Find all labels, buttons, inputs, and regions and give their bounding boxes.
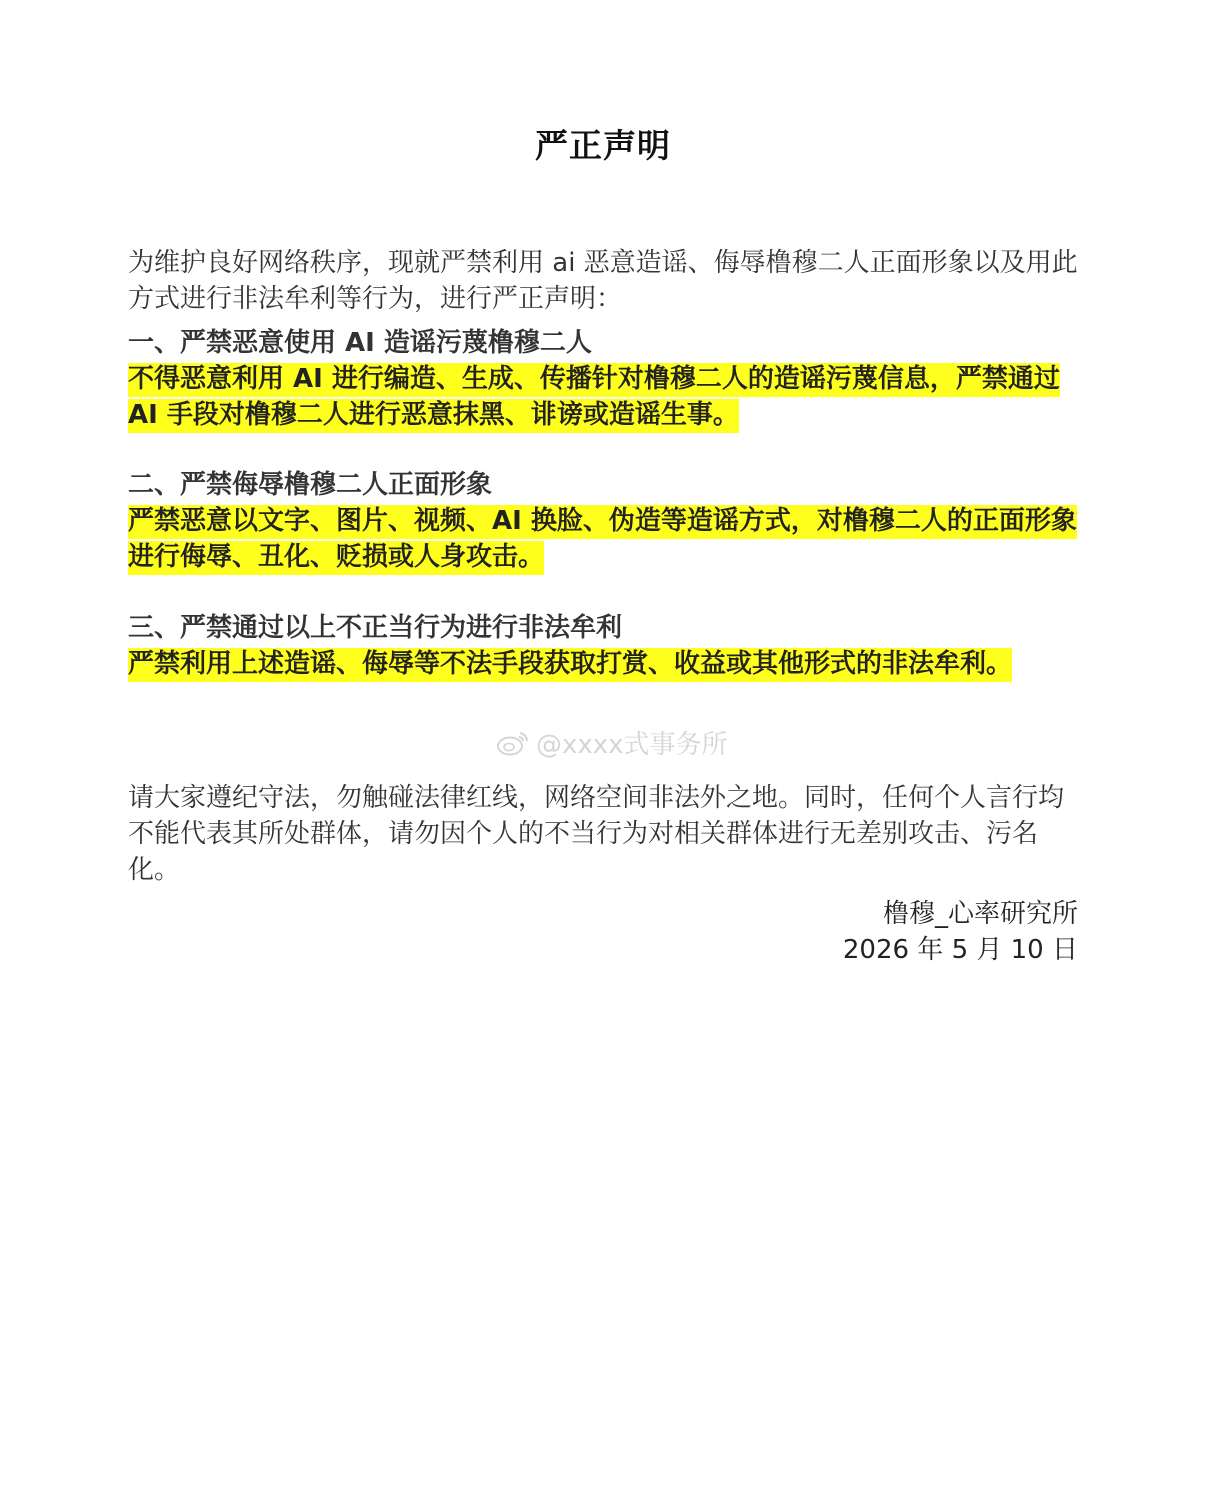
highlighted-text: 不得恶意利用 AI 进行编造、生成、传播针对橹穆二人的造谣污蔑信息，严禁通过 AI 手段对橹穆二人进行恶意抹黑、诽谤或造谣生事。 [128,363,1060,433]
highlighted-text: 严禁恶意以文字、图片、视频、AI 换脸、伪造等造谣方式，对橹穆二人的正面形象进行侮辱、丑化、贬损或人身攻击。 [128,505,1077,575]
watermark [496,724,728,761]
highlighted-text: 严禁利用上述造谣、侮辱等不法手段获取打赏、收益或其他形式的非法牟利。 [128,648,1012,682]
section-heading: 二、严禁侮辱橹穆二人正面形象 [128,470,493,500]
section-heading: 一、严禁恶意使用 AI 造谣污蔑橹穆二人 [128,328,592,358]
signature-org: 橹穆_心率研究所 [882,899,1078,929]
section-body [128,646,1080,682]
section-1 [128,325,1080,433]
intro-paragraph: 为维护良好网络秩序，现就严禁利用 ai 恶意造谣、侮辱橹穆二人正面形象以及用此方式进行非法牟利等行为，进行严正声明： [128,248,1078,314]
document-title: 严正声明 [535,126,671,166]
section-body [128,503,1080,575]
watermark-text: @xxxx式事务所 [536,730,728,760]
section-heading: 三、严禁通过以上不正当行为进行非法牟利 [128,613,623,643]
section-body [128,361,1080,433]
closing-paragraph: 请大家遵纪守法，勿触碰法律红线，网络空间非法外之地。同时，任何个人言行均不能代表其所处群体，请勿因个人的不当行为对相关群体进行无差别攻击、污名化。 [128,783,1065,885]
section-2 [128,467,1080,575]
section-3 [128,610,1080,682]
signature-block [843,896,1078,968]
weibo-icon [496,729,530,757]
signature-date: 2026 年 5 月 10 日 [842,935,1078,965]
